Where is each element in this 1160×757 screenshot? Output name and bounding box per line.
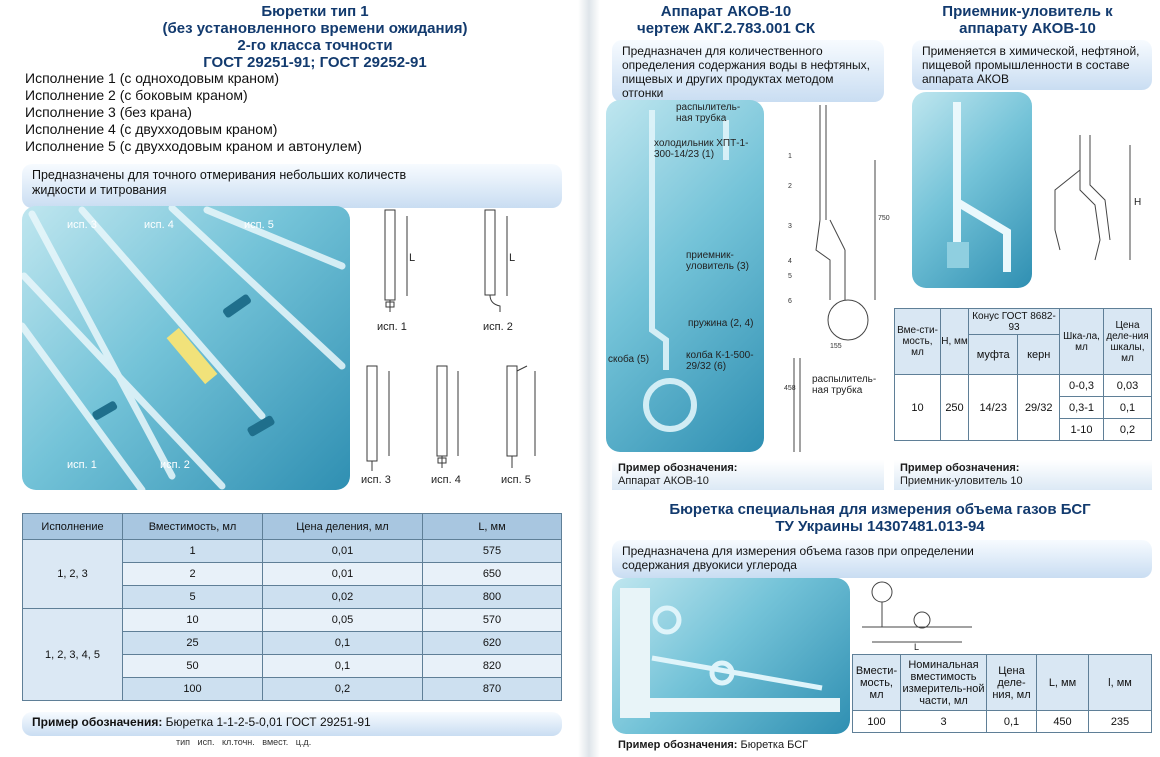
- table-header: H, мм: [941, 309, 969, 375]
- table-cell: 0-0,3: [1060, 375, 1104, 397]
- table-cell: 0,01: [263, 540, 423, 563]
- table-cell: 1-10: [1060, 419, 1104, 441]
- table-header: Цена деле-ния шкалы, мл: [1104, 309, 1152, 375]
- title-line-2: ТУ Украины 14307481.013-94: [775, 518, 985, 535]
- label-sprayer: распылитель-ная трубка: [676, 102, 741, 124]
- legend-item: вмест.: [262, 737, 289, 747]
- dim-label: 750: [878, 215, 890, 222]
- label-sprayer-2: распылитель-ная трубка: [812, 374, 877, 396]
- title-line-1: Аппарат АКОВ-10: [660, 3, 792, 20]
- table-cell: 100: [123, 678, 263, 701]
- table-cell: 0,02: [263, 586, 423, 609]
- table-cell: 800: [423, 586, 562, 609]
- table-cell: 0,1: [987, 711, 1037, 733]
- table-cell: 575: [423, 540, 562, 563]
- receiver-photo-art: [912, 92, 1032, 288]
- table-cell: 0,01: [263, 563, 423, 586]
- table-header: муфта: [969, 335, 1018, 375]
- label-condenser: холодильник ХПТ-1-300-14/23 (1): [654, 138, 749, 160]
- page-gutter: [578, 0, 600, 757]
- table-cell: 0,1: [1104, 397, 1152, 419]
- variant-item: Исполнение 3 (без крана): [25, 104, 192, 120]
- table-cell: 10: [895, 375, 941, 441]
- legend-item: ц.д.: [295, 737, 312, 747]
- table-cell: 620: [423, 632, 562, 655]
- dim-label: 3: [788, 223, 792, 230]
- example-label: Пример обозначения:: [900, 462, 1020, 474]
- label-spring: пружина (2, 4): [688, 318, 754, 329]
- receiver-table: [894, 308, 1152, 441]
- burettes-table: [22, 513, 562, 701]
- akov-purpose-banner: [612, 40, 884, 102]
- table-header: L, мм: [1037, 655, 1089, 711]
- bsg-table: [852, 654, 1152, 733]
- table-cell: 1, 2, 3: [23, 540, 123, 609]
- table-header: Вместимость, мл: [123, 514, 263, 540]
- purpose-text: Применяется в химической, нефтяной, пищевой промышленности в составе аппарата АКОВ: [922, 44, 1140, 86]
- title-line-2: (без установленного времени ожидания): [162, 20, 468, 37]
- receiver-title: [900, 3, 1155, 37]
- drawing-dim: L: [509, 252, 516, 264]
- drawing-label: исп. 5: [501, 474, 531, 486]
- label-bracket: скоба (5): [608, 354, 650, 365]
- dim-label: 6: [788, 298, 792, 305]
- burettes-photo-art: [22, 206, 350, 490]
- drawing-label: исп. 3: [361, 474, 391, 486]
- label-receiver: приемник-уловитель (3): [686, 250, 749, 272]
- table-cell: 1: [123, 540, 263, 563]
- legend-item: тип: [176, 737, 191, 747]
- example-value: Бюретка 1-1-2-5-0,01 ГОСТ 29251-91: [165, 715, 371, 729]
- table-cell: 100: [853, 711, 901, 733]
- purpose-text: Предназначен для количественного определения содержания воды в нефтяных, пищевых и других продуктах методом отгонки: [622, 44, 870, 100]
- dim-label: 5: [788, 273, 792, 280]
- table-header: Цена деле-ния, мл: [987, 655, 1037, 711]
- legend-item: исп.: [197, 737, 215, 747]
- variant-item: Исполнение 1 (с одноходовым краном): [25, 70, 280, 86]
- table-cell: 0,2: [1104, 419, 1152, 441]
- variant-item: Исполнение 5 (с двухходовым краном и автонулем): [25, 138, 362, 154]
- variant-item: Исполнение 4 (с двухходовым краном): [25, 121, 278, 137]
- example-label: Пример обозначения:: [32, 715, 163, 729]
- table-cell: 0,03: [1104, 375, 1152, 397]
- drawing-dim: L: [409, 252, 416, 264]
- dim-label: 1: [788, 153, 792, 160]
- example-legend: [176, 736, 376, 748]
- dim-label: 458: [784, 385, 796, 392]
- table-cell: 25: [123, 632, 263, 655]
- table-header: l, мм: [1089, 655, 1152, 711]
- akov-drawing: [770, 100, 890, 452]
- example-label: Пример обозначения:: [618, 739, 738, 751]
- table-header: Номинальная вместимость измеритель-ной части, мл: [901, 655, 987, 711]
- table-cell: 0,2: [263, 678, 423, 701]
- purpose-text: Предназначена для измерения объема газов при определении содержания двуокиси углерода: [622, 544, 974, 572]
- dim-label: 2: [788, 183, 792, 190]
- table-cell: 650: [423, 563, 562, 586]
- dim-label: 4: [788, 258, 792, 265]
- bsg-photo-art: [612, 578, 850, 734]
- purpose-banner: [22, 164, 562, 208]
- receiver-drawing: [1040, 130, 1150, 270]
- photo-label: исп. 5: [244, 219, 274, 231]
- akov-labels: [606, 100, 764, 452]
- burettes-drawings: [355, 206, 570, 490]
- table-cell: 50: [123, 655, 263, 678]
- table-cell: 5: [123, 586, 263, 609]
- title-line-1: Бюретка специальная для измерения объема газов БСГ: [669, 501, 1091, 518]
- table-cell: 870: [423, 678, 562, 701]
- table-cell: 1, 2, 3, 4, 5: [23, 609, 123, 701]
- table-cell: 820: [423, 655, 562, 678]
- dim-l: L: [914, 642, 920, 652]
- table-cell: 14/23: [969, 375, 1018, 441]
- photo-label: исп. 2: [160, 459, 190, 471]
- table-cell: 2: [123, 563, 263, 586]
- drawing-label: исп. 1: [377, 321, 407, 333]
- table-header: Шка-ла, мл: [1060, 309, 1104, 375]
- table-header: Вме-сти-мость, мл: [895, 309, 941, 375]
- table-header: Исполнение: [23, 514, 123, 540]
- table-cell: 450: [1037, 711, 1089, 733]
- table-cell: 0,1: [263, 655, 423, 678]
- table-cell: 570: [423, 609, 562, 632]
- label-flask: колба К-1-500-29/32 (6): [686, 350, 754, 372]
- table-cell: 250: [941, 375, 969, 441]
- photo-label: исп. 1: [67, 459, 97, 471]
- left-title: [60, 3, 570, 71]
- table-header: керн: [1018, 335, 1060, 375]
- bsg-drawing: [852, 572, 982, 652]
- example-label: Пример обозначения:: [618, 462, 738, 474]
- title-line-1: Приемник-уловитель к: [942, 3, 1113, 20]
- table-cell: 10: [123, 609, 263, 632]
- drawing-label: исп. 4: [431, 474, 461, 486]
- bsg-title: [606, 501, 1154, 535]
- table-header: L, мм: [423, 514, 562, 540]
- table-cell: 235: [1089, 711, 1152, 733]
- title-line-4: ГОСТ 29251-91; ГОСТ 29252-91: [203, 54, 427, 71]
- table-header: Цена деления, мл: [263, 514, 423, 540]
- photo-label: исп. 3: [67, 219, 97, 231]
- table-cell: 3: [901, 711, 987, 733]
- title-line-1: Бюретки тип 1: [261, 3, 369, 20]
- table-cell: 0,05: [263, 609, 423, 632]
- bsg-photo: [612, 578, 850, 734]
- akov-title: [606, 3, 846, 37]
- dim-h: H: [1134, 197, 1142, 208]
- bsg-example: [612, 736, 1152, 754]
- dim-label: 155: [830, 343, 842, 350]
- burettes-photo: [22, 206, 350, 490]
- receiver-purpose-banner: [912, 40, 1152, 90]
- legend-item: кл.точн.: [221, 737, 255, 747]
- purpose-text: Предназначены для точного отмеривания небольших количеств жидкости и титрования: [32, 168, 407, 197]
- title-line-2: аппарату АКОВ-10: [959, 20, 1096, 37]
- variant-item: Исполнение 2 (с боковым краном): [25, 87, 248, 103]
- photo-label: исп. 4: [144, 219, 174, 231]
- table-cell: 0,1: [263, 632, 423, 655]
- example-value: Приемник-уловитель 10: [900, 475, 1023, 487]
- table-cell: 29/32: [1018, 375, 1060, 441]
- example-value: Аппарат АКОВ-10: [618, 475, 709, 487]
- table-cell: 0,3-1: [1060, 397, 1104, 419]
- title-line-2: чертеж АКГ.2.783.001 СК: [637, 20, 815, 37]
- akov-example: [612, 460, 884, 490]
- title-line-3: 2-го класса точности: [237, 37, 393, 54]
- receiver-example: [894, 460, 1152, 490]
- example-value: Бюретка БСГ: [740, 739, 809, 751]
- table-header: Конус ГОСТ 8682-93: [969, 309, 1060, 335]
- left-example: [22, 712, 562, 736]
- receiver-photo: [912, 92, 1032, 288]
- table-header: Вмести-мость, мл: [853, 655, 901, 711]
- drawing-label: исп. 2: [483, 321, 513, 333]
- variant-list: [25, 70, 525, 155]
